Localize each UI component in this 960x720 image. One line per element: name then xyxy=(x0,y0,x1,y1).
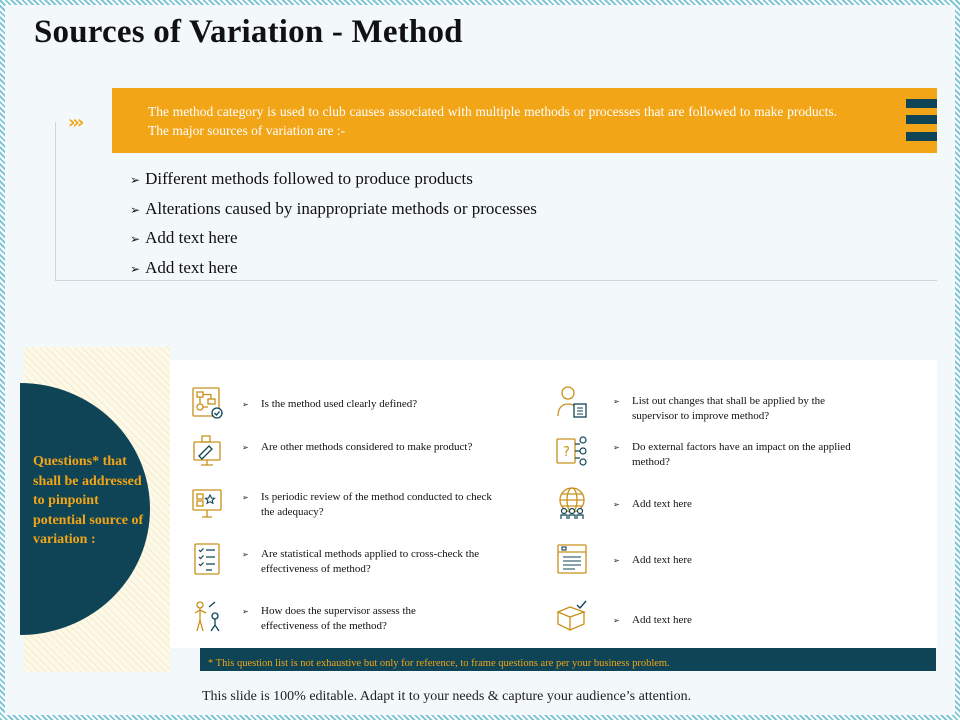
footnote-text: * This question list is not exhaustive but only for reference, to frame questions are per your business problem. xyxy=(208,658,670,669)
arrow-bullet-icon: ➢ xyxy=(613,500,620,509)
box-check-icon xyxy=(555,599,589,633)
question-text: ➢ How does the supervisor assess the effectiveness of the method? xyxy=(242,605,416,632)
bullet-item: ➢ Different methods followed to produce products xyxy=(130,169,473,188)
review-screen-icon xyxy=(190,486,224,520)
question-network-icon xyxy=(555,434,589,468)
document-list-icon xyxy=(555,542,589,576)
arrow-bullet-icon: ➢ xyxy=(130,232,141,246)
question-text: ➢ Add text here xyxy=(632,613,832,628)
supervisor-icon xyxy=(190,599,224,633)
bullet-item: ➢ Add text here xyxy=(130,257,238,277)
source-bullets xyxy=(130,165,537,283)
svg-text:?: ? xyxy=(563,445,570,460)
arrow-bullet-icon: ➢ xyxy=(613,556,620,565)
questions-label: Questions* that shall be addressed to pinpoint potential source of variation : xyxy=(33,454,144,547)
question-text: ➢ Are other methods considered to make product? xyxy=(261,440,481,455)
bullet-item: ➢ Add text here xyxy=(130,228,238,247)
page-title: Sources of Variation - Method xyxy=(34,14,463,50)
question-text: ➢ Do external factors have an impact on the applied method? xyxy=(613,441,851,468)
arrow-bullet-icon: ➢ xyxy=(242,550,249,559)
chevron-right-icon: ››› xyxy=(68,112,82,133)
intro-banner xyxy=(112,88,937,153)
question-text: ➢ Is periodic review of the method conducted to check the adequacy? xyxy=(242,491,492,518)
monitor-tools-icon xyxy=(190,434,224,468)
arrow-bullet-icon: ➢ xyxy=(242,493,249,502)
menu-lines-icon xyxy=(906,99,937,141)
question-text: ➢ Add text here xyxy=(632,497,832,512)
globe-people-icon xyxy=(555,486,589,520)
arrow-bullet-icon: ➢ xyxy=(130,261,141,276)
question-text: ➢ List out changes that shall be applied by the supervisor to improve method? xyxy=(613,395,826,422)
arrow-bullet-icon: ➢ xyxy=(242,443,249,452)
arrow-bullet-icon: ➢ xyxy=(130,173,141,187)
arrow-bullet-icon: ➢ xyxy=(242,400,249,409)
question-text: ➢ Is the method used clearly defined? xyxy=(261,397,501,412)
arrow-bullet-icon: ➢ xyxy=(613,397,620,406)
flowchart-icon xyxy=(190,386,224,420)
intro-text: The method category is used to club causes associated with multiple methods or processes that are followed to make products. The major sources of variation are :- xyxy=(148,104,837,138)
arrow-bullet-icon: ➢ xyxy=(130,202,141,217)
arrow-bullet-icon: ➢ xyxy=(613,616,620,625)
checklist-icon xyxy=(190,542,224,576)
bottom-note: This slide is 100% editable. Adapt it to your needs & capture your audience’s attention. xyxy=(202,689,692,704)
bullet-item: ➢ Alterations caused by inappropriate methods or processes xyxy=(130,198,537,218)
person-document-icon xyxy=(555,384,589,418)
arrow-bullet-icon: ➢ xyxy=(613,443,620,452)
question-text: ➢ Are statistical methods applied to cross-check the effectiveness of method? xyxy=(242,548,480,575)
question-text: ➢ Add text here xyxy=(632,553,832,568)
footnote-bar xyxy=(200,648,936,671)
arrow-bullet-icon: ➢ xyxy=(242,607,249,616)
